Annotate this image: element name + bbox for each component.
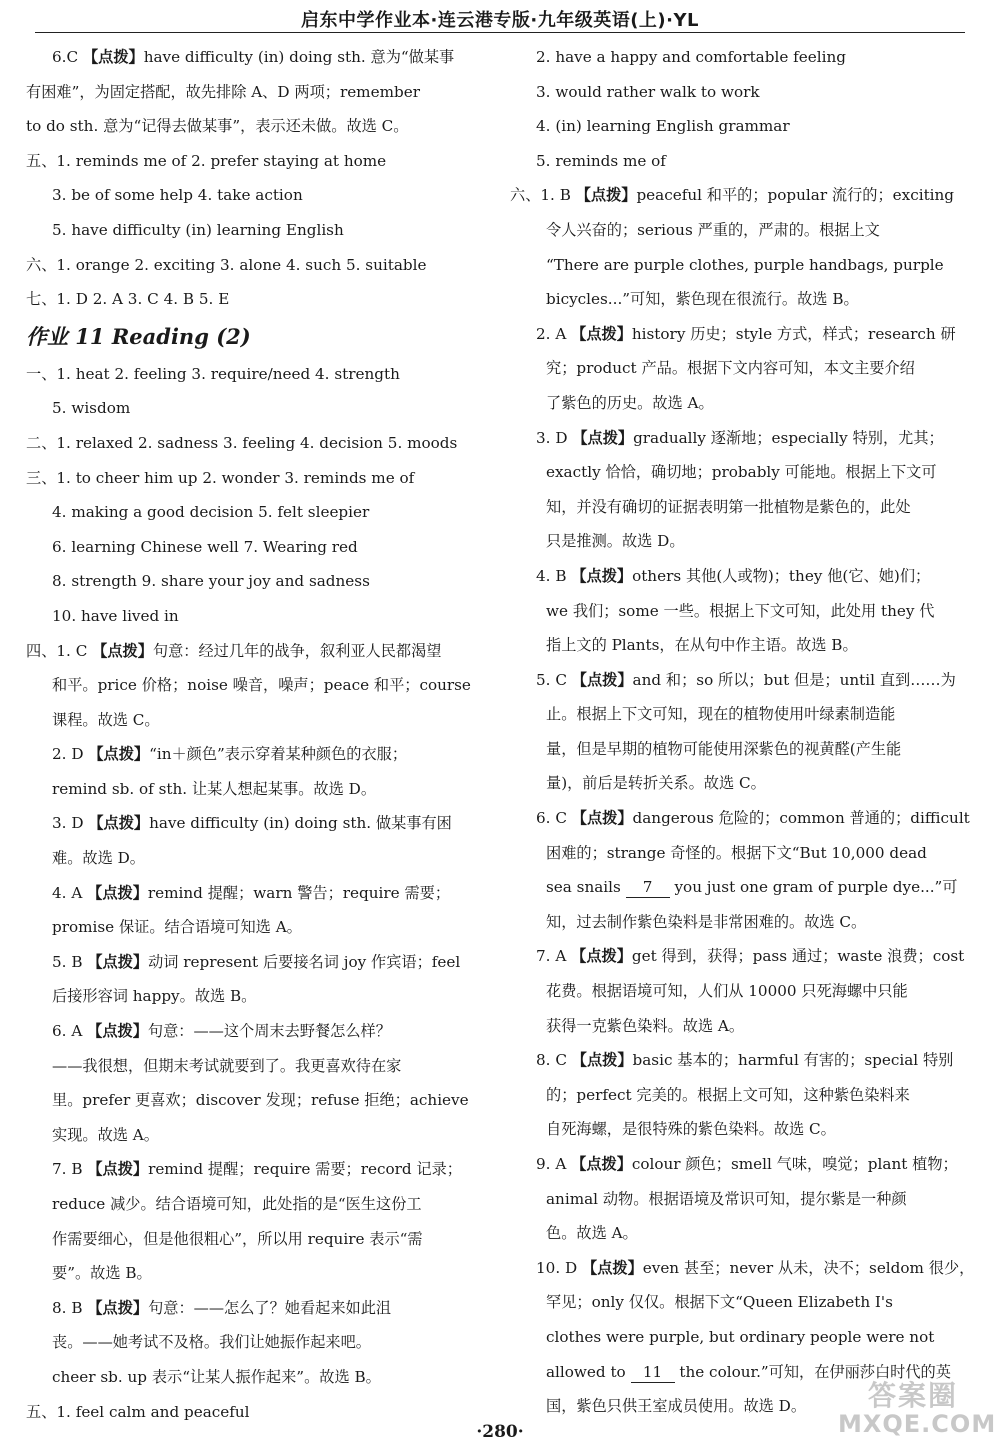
page-number: ·280· (476, 1422, 524, 1442)
left-column (26, 40, 471, 1429)
answer-line: 了紫色的历史。故选 A。 (546, 393, 714, 412)
answer-line: 4. (in) learning English grammar (536, 117, 790, 136)
answer-line: 指上文的 Plants，在从句中作主语。故选 B。 (546, 636, 858, 655)
tip-marker: 【点拨】 (87, 1160, 149, 1179)
answer-line: 六、1. B 【点拨】peaceful 和平的；popular 流行的；exciting (510, 186, 955, 205)
answer-line: 9. A 【点拨】colour 颜色；smell 气味，嗅觉；plant 植物； (536, 1155, 958, 1173)
tip-marker: 【点拨】 (87, 1298, 149, 1317)
tip-marker: 【点拨】 (571, 1155, 632, 1173)
answer-line: 8. C 【点拨】basic 基本的；harmful 有害的；special 特别 (536, 1051, 954, 1070)
answer-line: 5. reminds me of (536, 151, 666, 170)
answer-line: 的；perfect 完美的。根据上文可知，这种紫色染料来 (546, 1085, 910, 1104)
answer-line: 花费。根据语境可知，人们从 10000 只死海螺中只能 (546, 982, 908, 1001)
answer-line: 七、1. D 2. A 3. C 4. B 5. E (26, 290, 230, 309)
answer-line: 6. C 【点拨】dangerous 危险的；common 普通的；difficult (536, 809, 970, 828)
answer-line: “There are purple clothes, purple handbags, purple (546, 255, 944, 274)
answer-line: 作需要细心，但是他很粗心”，所以用 require 表示“需 (52, 1229, 423, 1248)
watermark-text-bottom: MXQE.COM (838, 1410, 997, 1438)
answer-line: 5. C 【点拨】and 和；so 所以；but 但是；until 直到……为 (536, 670, 956, 689)
answer-line: 3. D 【点拨】have difficulty (in) doing sth. 做某事有困 (52, 814, 452, 833)
answer-line: 四、1. C 【点拨】句意：经过几年的战争，叙利亚人民都渴望 (26, 641, 442, 660)
fill-blank: 7 (626, 877, 670, 898)
answer-line: 要”。故选 B。 (52, 1264, 152, 1283)
answer-line: 8. B 【点拨】句意：——怎么了？她看起来如此沮 (52, 1298, 392, 1317)
answer-line: 五、1. reminds me of 2. prefer staying at home (26, 151, 387, 170)
answer-line: 自死海螺，是很特殊的紫色染料。故选 C。 (546, 1120, 836, 1139)
answer-line: 色。故选 A。 (546, 1224, 638, 1243)
answer-line: to do sth. 意为“记得去做某事”，表示还未做。故选 C。 (26, 117, 409, 136)
answer-line: ——我很想，但期末考试就要到了。我更喜欢待在家 (52, 1056, 402, 1075)
answer-line: 6. learning Chinese well 7. Wearing red (52, 537, 358, 556)
answer-line: 五、1. feel calm and peaceful (26, 1402, 250, 1421)
tip-marker: 【点拨】 (92, 641, 153, 660)
answer-line: 课程。故选 C。 (52, 710, 160, 729)
answer-line: 10. D 【点拨】even 甚至；never 从未，决不；seldom 很少， (536, 1258, 975, 1277)
right-column (510, 40, 975, 1424)
answer-line: 实现。故选 A。 (52, 1125, 159, 1144)
answer-line: 令人兴奋的；serious 严重的，严肃的。根据上文 (546, 220, 880, 239)
answer-line: 一、1. heat 2. feeling 3. require/need 4. strength (26, 364, 400, 383)
answer-text: you just one gram of purple dye...”可 (669, 878, 958, 897)
answer-line: 二、1. relaxed 2. sadness 3. feeling 4. decision 5. moods (26, 433, 458, 452)
answer-line: 丧。——她考试不及格。我们让她振作起来吧。 (52, 1333, 371, 1352)
tip-marker: 【点拨】 (87, 883, 148, 902)
tip-marker: 【点拨】 (82, 48, 144, 66)
answer-text: sea snails (546, 878, 626, 897)
tip-marker: 【点拨】 (571, 1051, 633, 1070)
header-title: 启东中学作业本·连云港专版·九年级英语(上)·YL (301, 10, 699, 31)
answer-line: 5. have difficulty (in) learning English (52, 220, 344, 239)
answer-line: 知，过去制作紫色染料是非常困难的。故选 C。 (546, 912, 867, 931)
answer-line: 量，但是早期的植物可能使用深紫色的视黄醛(产生能 (546, 739, 902, 758)
answer-line: 10. have lived in (52, 606, 179, 625)
answer-line: 2. have a happy and comfortable feeling (536, 48, 846, 66)
tip-marker: 【点拨】 (88, 745, 150, 764)
answer-line: exactly 恰恰，确切地；probably 可能地。根据上下文可 (546, 463, 937, 482)
answer-line: 8. strength 9. share your joy and sadness (52, 572, 370, 591)
answer-text: allowed to (546, 1362, 631, 1381)
answer-line: we 我们；some 一些。根据上下文可知，此处用 they 代 (546, 601, 935, 620)
section-title: 作业 11 Reading (2) (26, 323, 251, 349)
tip-marker: 【点拨】 (88, 814, 150, 833)
answer-line: 7. B 【点拨】remind 提醒；require 需要；record 记录； (52, 1160, 462, 1179)
answer-line: 困难的；strange 奇怪的。根据下文“But 10,000 dead (546, 843, 927, 862)
answer-line: 4. A 【点拨】remind 提醒；warn 警告；require 需要； (52, 883, 451, 902)
answer-line: 三、1. to cheer him up 2. wonder 3. reminds me of (26, 468, 415, 487)
answer-line: promise 保证。结合语境可知选 A。 (52, 918, 302, 937)
fill-blank: 11 (631, 1362, 675, 1383)
watermark-text-top: 答案圈 (868, 1379, 959, 1412)
tip-marker: 【点拨】 (582, 1258, 643, 1277)
answer-line: 只是推测。故选 D。 (546, 532, 685, 551)
tip-marker: 【点拨】 (87, 1022, 148, 1041)
answer-line: 3. D 【点拨】gradually 逐渐地；especially 特别，尤其； (536, 428, 944, 447)
answer-line: 罕见；only 仅仅。根据下文“Queen Elizabeth I's (546, 1293, 893, 1312)
answer-line: animal 动物。根据语境及常识可知，提尔紫是一种颜 (546, 1189, 907, 1208)
answer-line: 2. A 【点拨】history 历史；style 方式，样式；research 研 (536, 324, 956, 343)
answer-line: 5. wisdom (52, 399, 131, 418)
tip-marker: 【点拨】 (571, 947, 632, 966)
answer-line: 后接形容词 happy。故选 B。 (52, 987, 257, 1006)
tip-marker: 【点拨】 (87, 952, 149, 971)
answer-line: 3. be of some help 4. take action (52, 186, 303, 205)
answer-line: cheer sb. up 表示“让某人振作起来”。故选 B。 (52, 1367, 381, 1386)
answer-line: 6.C 【点拨】have difficulty (in) doing sth. 意为“做某事 (52, 48, 455, 66)
answer-line: 获得一克紫色染料。故选 A。 (546, 1016, 745, 1035)
watermark-logo (838, 1372, 997, 1442)
answer-line: 有困难”，为固定搭配，故先排除 A、D 两项；remember (26, 82, 420, 101)
answer-line: bicycles...”可知，紫色现在很流行。故选 B。 (546, 290, 859, 309)
answer-line: clothes were purple, but ordinary people were not (546, 1327, 935, 1346)
answer-line: remind sb. of sth. 让某人想起某事。故选 D。 (52, 779, 377, 798)
answer-line: 国，紫色只供王室成员使用。故选 D。 (546, 1397, 807, 1416)
answer-line: 7. A 【点拨】get 得到，获得；pass 通过；waste 浪费；cost (536, 947, 965, 966)
answer-line: 里。prefer 更喜欢；discover 发现；refuse 拒绝；achieve (52, 1091, 469, 1110)
tip-marker: 【点拨】 (571, 809, 633, 828)
tip-marker: 【点拨】 (571, 566, 633, 585)
answer-line: 知，并没有确切的证据表明第一批植物是紫色的，此处 (546, 497, 911, 516)
header-divider (35, 32, 965, 33)
answer-line: 六、1. orange 2. exciting 3. alone 4. such 5. suitable (26, 255, 427, 274)
answer-line: 2. D 【点拨】“in＋颜色”表示穿着某种颜色的衣服； (52, 745, 408, 764)
answer-line: 和平。price 价格；noise 噪音，噪声；peace 和平；course (52, 676, 471, 695)
tip-marker: 【点拨】 (575, 186, 637, 205)
answer-line: 4. B 【点拨】others 其他(人或物)；they 他(它、她)们； (536, 566, 931, 585)
page-header (0, 0, 1000, 40)
answer-line: 止。根据上下文可知，现在的植物使用叶绿素制造能 (546, 705, 896, 724)
tip-marker: 【点拨】 (571, 324, 632, 343)
tip-marker: 【点拨】 (572, 428, 634, 447)
answer-line: 究；product 产品。根据下文内容可知，本文主要介绍 (546, 359, 915, 378)
answer-line: 3. would rather walk to work (536, 82, 760, 101)
answer-line: 4. making a good decision 5. felt sleepier (52, 503, 370, 522)
answer-text: the colour.”可知，在伊丽莎白时代的英 (674, 1362, 951, 1381)
tip-marker: 【点拨】 (571, 670, 633, 689)
answer-line: 6. A 【点拨】句意：——这个周末去野餐怎么样？ (52, 1022, 391, 1041)
answer-line (510, 870, 958, 905)
answer-line: reduce 减少。结合语境可知，此处指的是“医生这份工 (52, 1195, 422, 1213)
answer-line: 量)，前后是转折关系。故选 C。 (546, 774, 766, 793)
answer-line: 5. B 【点拨】动词 represent 后要接名词 joy 作宾语；feel (52, 952, 461, 971)
answer-line: 难。故选 D。 (52, 849, 145, 868)
